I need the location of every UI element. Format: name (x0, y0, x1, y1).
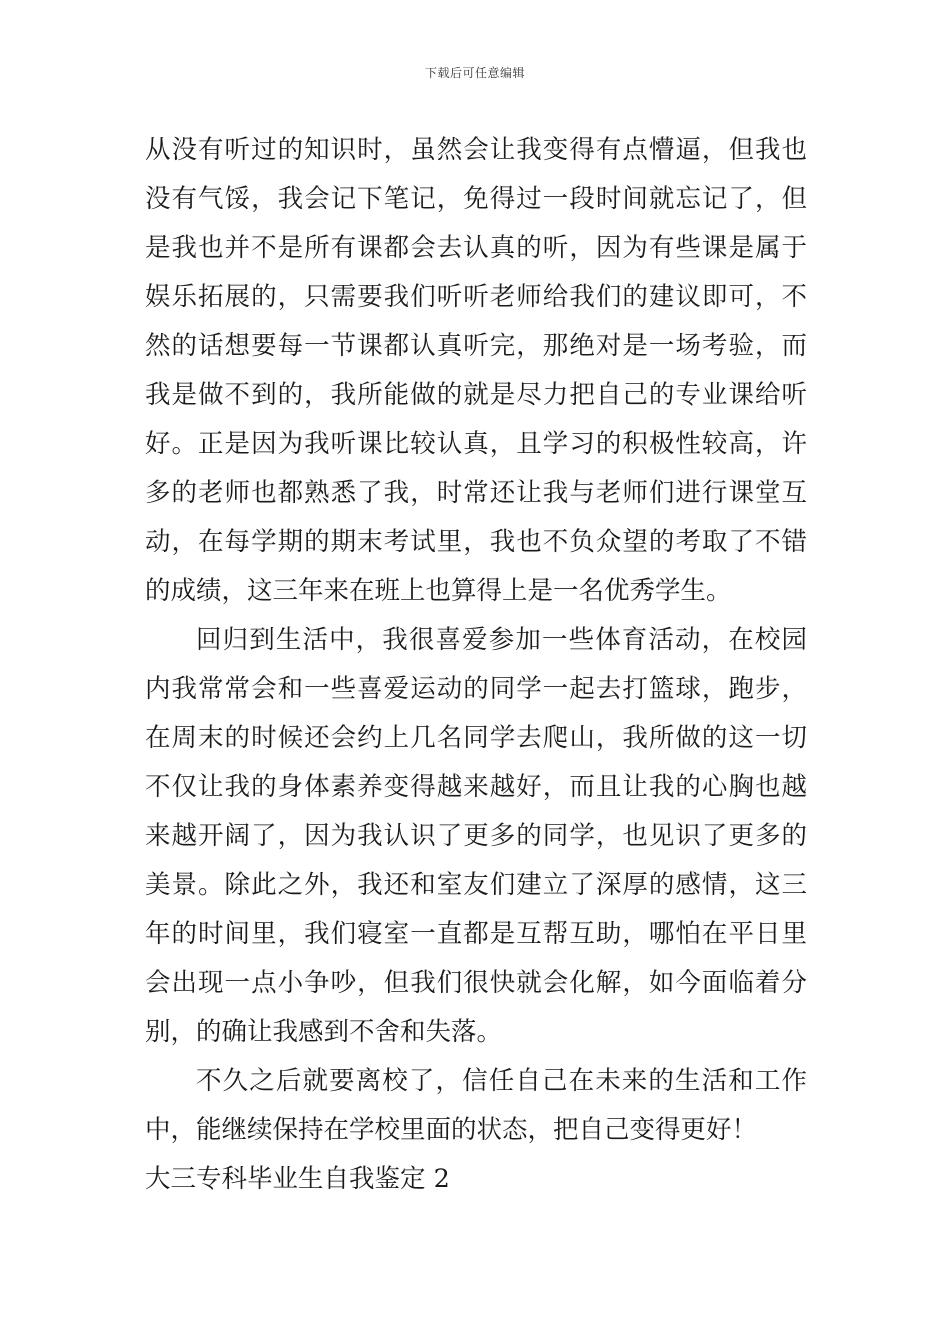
paragraph-closing: 不久之后就要离校了，信任自己在未来的生活和工作中，能继续保持在学校里面的状态，把自己变得更好！ (145, 1066, 807, 1145)
page-header: 下载后可任意编辑 (424, 66, 525, 80)
section-heading: 大三专科毕业生自我鉴定 2 (145, 1164, 450, 1194)
document-body (145, 126, 807, 1204)
paragraph-continued: 从没有听过的知识时，虽然会让我变得有点懵逼，但我也没有气馁，我会记下笔记，免得过一段时间就忘记了，但是我也并不是所有课都会去认真的听，因为有些课是属于娱乐拓展的，只需要我们听听老师给我们的建议即可，不然的话想要每一节课都认真听完，那绝对是一场考验，而我是做不到的，我所能做的就是尽力把自己的专业课给听好。正是因为我听课比较认真，且学习的积极性较高，许多的老师也都熟悉了我，时常还让我与老师们进行课堂互动，在每学期的期末考试里，我也不负众望的考取了不错的成绩，这三年来在班上也算得上是一名优秀学生。 (145, 135, 807, 606)
paragraph-life: 回归到生活中，我很喜爱参加一些体育活动，在校园内我常常会和一些喜爱运动的同学一起去打篮球，跑步，在周末的时候还会约上几名同学去爬山，我所做的这一切不仅让我的身体素养变得越来越好，而且让我的心胸也越来越开阔了，因为我认识了更多的同学，也见识了更多的美景。除此之外，我还和室友们建立了深厚的感情，这三年的时间里，我们寝室一直都是互帮互助，哪怕在平日里会出现一点小争吵，但我们很快就会化解，如今面临着分别，的确让我感到不舍和失落。 (145, 625, 807, 1047)
